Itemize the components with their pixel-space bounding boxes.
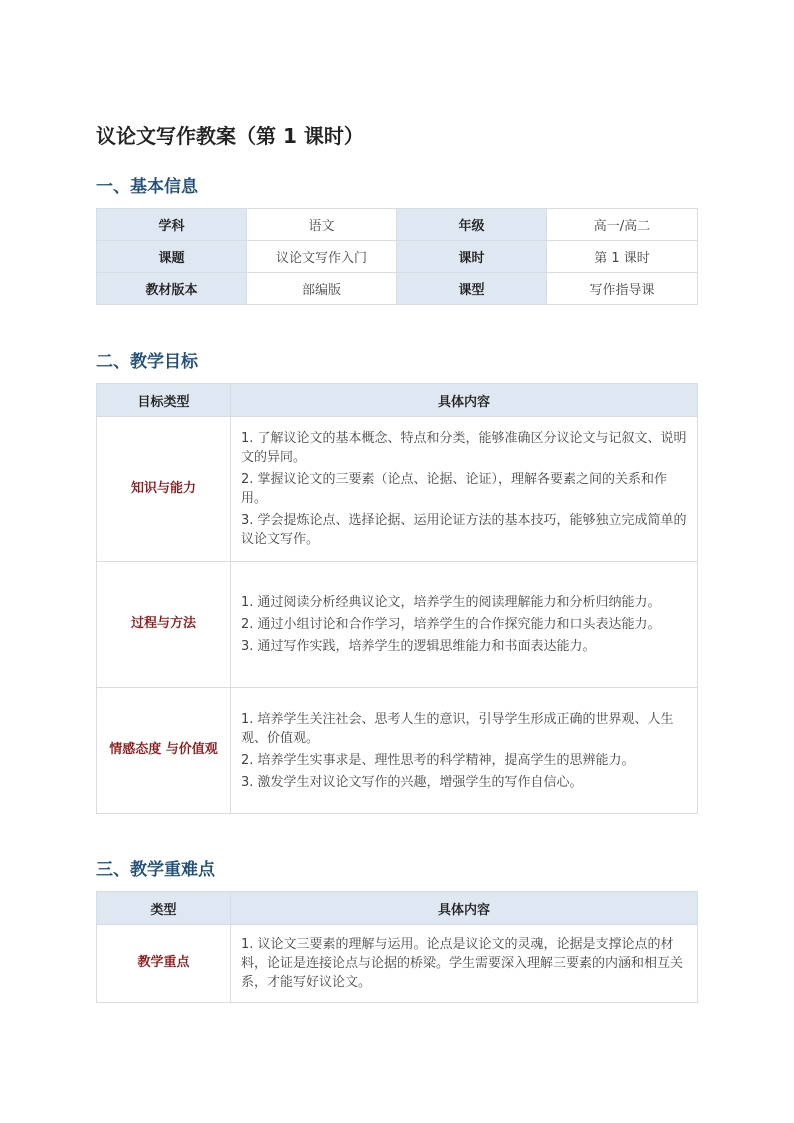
goal-type-cell: 过程与方法 [97,562,231,688]
section-heading-key-points: 三、教学重难点 [96,860,215,880]
teaching-goals-table [96,383,698,814]
list-item: 3. 学会提炼论点、选择论据、运用论证方法的基本技巧，能够独立完成简单的议论文写作。 [241,513,687,547]
table-header-row [97,384,698,417]
table-row [97,417,698,562]
list-item: 3. 激发学生对议论文写作的兴趣，增强学生的写作自信心。 [241,774,583,790]
column-header-content: 具体内容 [231,384,698,417]
table-row [97,688,698,814]
label-cell: 年级 [397,209,547,241]
section-heading-teaching-goals: 二、教学目标 [96,352,198,372]
table-row [97,562,698,688]
goal-content-cell [231,417,698,562]
table-row [97,209,698,241]
label-cell: 学科 [97,209,247,241]
table-row [97,273,698,305]
value-cell: 高一/高二 [547,209,698,241]
label-cell: 课题 [97,241,247,273]
basic-info-table [96,208,698,305]
table-row [97,241,698,273]
list-item: 3. 通过写作实践，培养学生的逻辑思维能力和书面表达能力。 [241,639,596,654]
goal-content-cell [231,562,698,688]
value-cell: 第 1 课时 [547,241,698,273]
label-cell: 教材版本 [97,273,247,305]
goal-content-cell [231,688,698,814]
value-cell: 语文 [247,209,397,241]
section-heading-basic-info: 一、基本信息 [96,177,198,197]
goal-type-cell: 情感态度 与价值观 [97,688,231,814]
table-header-row [97,892,698,925]
key-points-table [96,891,698,1003]
column-header-content: 具体内容 [231,892,698,925]
column-header-type: 目标类型 [97,384,231,417]
page-title: 议论文写作教案（第 1 课时） [96,124,364,148]
goal-type-cell: 知识与能力 [97,417,231,562]
column-header-type: 类型 [97,892,231,925]
list-item: 2. 通过小组讨论和合作学习，培养学生的合作探究能力和口头表达能力。 [241,617,661,632]
value-cell: 议论文写作入门 [247,241,397,273]
list-item: 1. 了解议论文的基本概念、特点和分类，能够准确区分议论文与记叙文、说明文的异同。 [241,431,687,465]
list-item: 1. 通过阅读分析经典议论文，培养学生的阅读理解能力和分析归纳能力。 [241,595,661,610]
label-cell: 课型 [397,273,547,305]
list-item: 2. 掌握议论文的三要素（论点、论据、论证），理解各要素之间的关系和作用。 [241,472,668,506]
list-item: 1. 培养学生关注社会、思考人生的意识，引导学生形成正确的世界观、人生观、价值观。 [241,711,674,746]
value-cell: 写作指导课 [547,273,698,305]
key-type-cell: 教学重点 [97,925,231,1003]
key-content-cell [231,925,698,1003]
list-item: 2. 培养学生实事求是、理性思考的科学精神，提高学生的思辨能力。 [241,752,635,768]
value-cell: 部编版 [247,273,397,305]
table-row [97,925,698,1003]
label-cell: 课时 [397,241,547,273]
list-item: 1. 议论文三要素的理解与运用。论点是议论文的灵魂，论据是支撑论点的材料，论证是连接论点与论据的桥梁。学生需要深入理解三要素的内涵和相互关系，才能写好议论文。 [241,937,684,990]
